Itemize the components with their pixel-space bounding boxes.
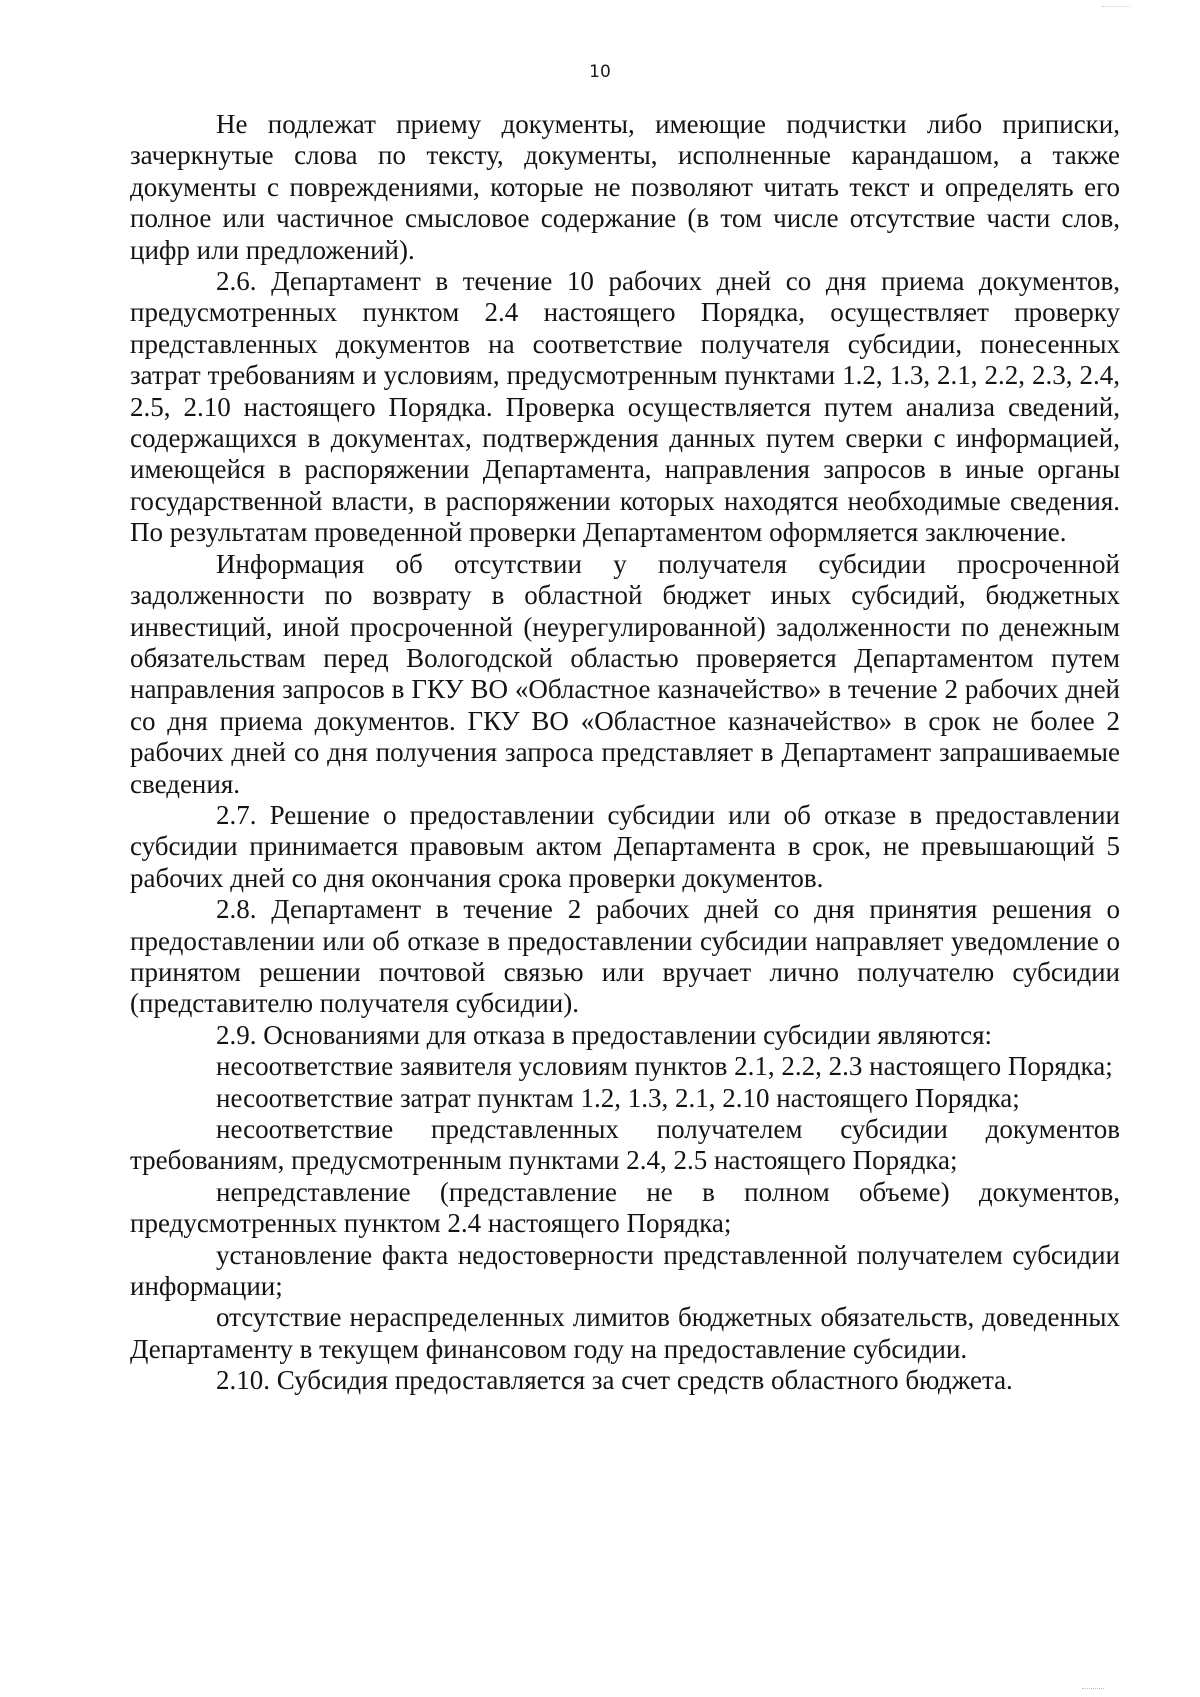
refusal-ground-item: установление факта недостоверности представленной получателем субсидии информации;	[130, 1239, 1120, 1302]
paragraph-document-rejection: Не подлежат приему документы, имеющие подчистки либо приписки, зачеркнутые слова по тексту, документы, исполненные карандашом, а также документы с повреждениями, которые не позволяют читать текст и определять его полное или частичное смысловое содержание (в том числе отсутствие части слов, цифр или предложений).	[130, 109, 1120, 265]
paragraph-2-8: 2.8. Департамент в течение 2 рабочих дней со дня принятия решения о предоставлении или об отказе в предоставлении субсидии направляет уведомление о принятом решении почтовой связью или вручает лично получателю субсидии (представителю получателя субсидии).	[130, 894, 1120, 1019]
refusal-ground-item: несоответствие затрат пунктам 1.2, 1.3, 2.1, 2.10 настоящего Порядка;	[216, 1082, 1020, 1113]
document-body	[130, 109, 1120, 1397]
refusal-ground-item: несоответствие заявителя условиям пунктов 2.1, 2.2, 2.3 настоящего Порядка;	[216, 1051, 1113, 1082]
page-number: 10	[589, 62, 611, 82]
paragraph-2-7: 2.7. Решение о предоставлении субсидии или об отказе в предоставлении субсидии принимается правовым актом Департамента в срок, не превышающий 5 рабочих дней со дня окончания срока проверки документов.	[130, 799, 1120, 893]
scan-artifact	[1102, 2, 1130, 7]
paragraph-debt-information: Информация об отсутствии у получателя субсидии просроченной задолженности по возврату в областной бюджет иных субсидий, бюджетных инвестиций, иной просроченной (неурегулированной) задолженности по денежным обязательствам перед Вологодской областью проверяется Департаментом путем направления запросов в ГКУ ВО «Областное казначейство» в течение 2 рабочих дней со дня приема документов. ГКУ ВО «Областное казначейство» в срок не более 2 рабочих дней со дня получения запроса представляет в Департамент запрашиваемые сведения.	[130, 548, 1120, 799]
refusal-ground-item: непредставление (представление не в полном объеме) документов, предусмотренных пунктом 2.4 настоящего Порядка;	[130, 1176, 1120, 1239]
refusal-ground-item: несоответствие представленных получателем субсидии документов требованиям, предусмотренным пунктами 2.4, 2.5 настоящего Порядка;	[130, 1114, 1120, 1176]
paragraph-2-9: 2.9. Основаниями для отказа в предоставлении субсидии являются:	[216, 1019, 992, 1050]
paragraph-2-10: 2.10. Субсидия предоставляется за счет средств областного бюджета.	[216, 1365, 1013, 1396]
paragraph-2-6: 2.6. Департамент в течение 10 рабочих дней со дня приема документов, предусмотренных пунктом 2.4 настоящего Порядка, осуществляет проверку представленных документов на соответствие получателя субсидии, понесенных затрат требованиям и условиям, предусмотренным пунктами 1.2, 1.3, 2.1, 2.2, 2.3, 2.4, 2.5, 2.10 настоящего Порядка. Проверка осуществляется путем анализа сведений, содержащихся в документах, подтверждения данных путем сверки с информацией, имеющейся в распоряжении Департамента, направления запросов в иные органы государственной власти, в распоряжении которых находятся необходимые сведения. По результатам проведенной проверки Департаментом оформляется заключение.	[130, 266, 1120, 548]
refusal-ground-item: отсутствие нераспределенных лимитов бюджетных обязательств, доведенных Департаменту в текущем финансовом году на предоставление субсидии.	[130, 1302, 1120, 1364]
scan-artifact	[1082, 1680, 1104, 1689]
